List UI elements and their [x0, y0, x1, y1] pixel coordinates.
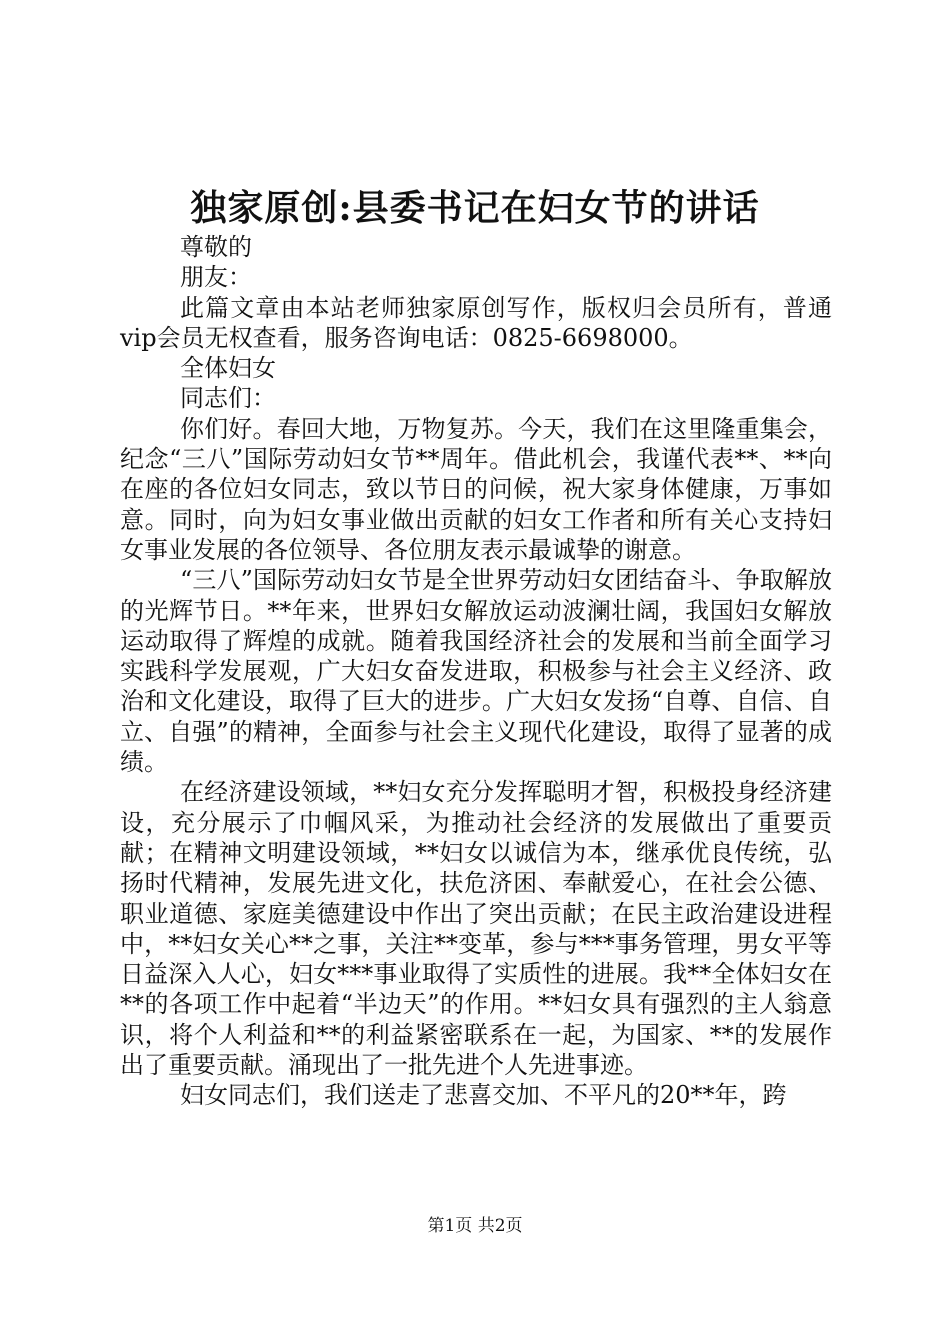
document-title: 独家原创:县委书记在妇女节的讲话 — [190, 187, 760, 229]
paragraph-salutation-2: 朋友： — [180, 263, 252, 292]
paragraph-closing-start: 妇女同志们，我们送走了悲喜交加、不平凡的20**年，跨 — [180, 1081, 787, 1110]
paragraph-salutation-3: 全体妇女 — [180, 354, 276, 383]
paragraph-salutation-1: 尊敬的 — [180, 233, 252, 261]
paragraph-greeting: 你们好。春回大地，万物复苏。今天，我们在这里隆重集会，纪念“三八”国际劳动妇女节**周年。借此机会，我谨代表**、**向在座的各位妇女同志，致以节日的问候，祝大家身体健康，万事如意。同时，向为妇女事业做出贡献的妇女工作者和所有关心支持妇女事业发展的各位领导、各位朋友表示最诚挚的谢意。 — [120, 414, 832, 564]
paragraph-achievements: 在经济建设领域，**妇女充分发挥聪明才智，积极投身经济建设，充分展示了巾帼风采，为推动社会经济的发展做出了重要贡献；在精神文明建设领域，**妇女以诚信为本，继承优良传统，弘扬时代精神，发展先进文化，扶危济困、奉献爱心，在社会公德、职业道德、家庭美德建设中作出了突出贡献；在民主政治建设进程中，**妇女关心**之事，关注**变革，参与***事务管理，男女平等日益深入人心，妇女***事业取得了实质性的进展。我**全体妇女在**的各项工作中起着“半边天”的作用。**妇女具有强烈的主人翁意识，将个人利益和**的利益紧密联系在一起，为国家、**的发展作出了重要贡献。涌现出了一批先进个人先进事迹。 — [120, 778, 832, 1080]
document-body — [120, 232, 832, 1111]
paragraph-copyright-notice: 此篇文章由本站老师独家原创写作，版权归会员所有，普通vip会员无权查看，服务咨询电话：0825-6698000。 — [120, 293, 832, 352]
paragraph-womens-day: “三八”国际劳动妇女节是全世界劳动妇女团结奋斗、争取解放的光辉节日。**年来，世界妇女解放运动波澜壮阔，我国妇女解放运动取得了辉煌的成就。随着我国经济社会的发展和当前全面学习实践科学发展观，广大妇女奋发进取，积极参与社会主义经济、政治和文化建设，取得了巨大的进步。广大妇女发扬“自尊、自信、自立、自强”的精神，全面参与社会主义现代化建设，取得了显著的成绩。 — [120, 566, 832, 777]
paragraph-salutation-4: 同志们： — [180, 384, 276, 413]
page-footer: 第1页 共2页 — [427, 1216, 523, 1236]
